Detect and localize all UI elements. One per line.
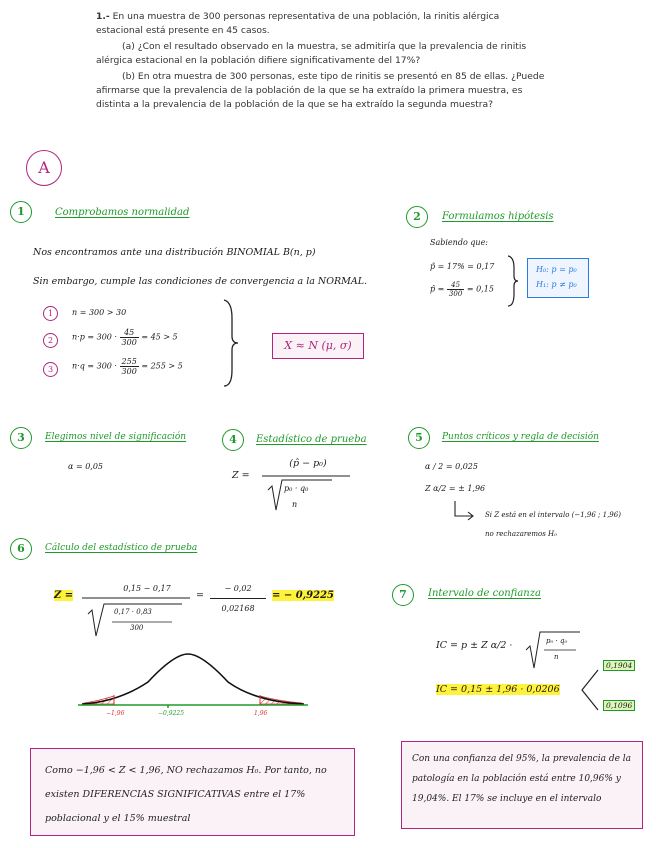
ci-radicand-bottom: n (554, 653, 559, 661)
alternative-hypothesis: H₁: p ≠ p₀ (536, 280, 577, 289)
calc-eq2-denominator: 0,02168 (221, 604, 255, 613)
alpha-value: α = 0,05 (68, 462, 104, 471)
null-hypothesis: H₀: p = p₀ (536, 265, 577, 274)
critical-z: Z α/2 = ± 1,96 (425, 484, 486, 493)
normality-line-2: Sin embargo, cumple las condiciones de convergencia a la NORMAL. (33, 276, 368, 287)
curve-label-mid: −0,9225 (158, 710, 185, 717)
statistic-fraction-bar (262, 474, 352, 514)
ci-radical (524, 628, 584, 672)
ci-radicand-top: p₀ · q₀ (546, 637, 568, 645)
ci-formula: IC = p ± Z α/2 · (436, 640, 513, 651)
decision-rule-2: no rechazaremos H₀ (485, 530, 557, 538)
section-5-title: Puntos críticos y regla de decisión (442, 432, 599, 442)
density-curve (82, 654, 304, 704)
problem-statement (96, 10, 548, 111)
condition-3: n·q = 300 · $\frac{255}{300}$ = 255 > 5 (72, 357, 183, 376)
normal-approximation-box: X ≈ N (μ, σ) (272, 333, 364, 359)
section-2-number: 2 (406, 206, 428, 228)
calc-equals: = (196, 590, 204, 601)
rule-arrow (452, 500, 476, 522)
section-7-number: 7 (392, 584, 414, 606)
section-2-title: Formulamos hipótesis (442, 211, 554, 222)
curve-label-left: −1,96 (106, 710, 125, 717)
section-5-number: 5 (408, 427, 430, 449)
calc-eq2-numerator: − 0,02 (224, 584, 252, 593)
section-1-title: Comprobamos normalidad (55, 207, 190, 218)
statistic-numerator: (p̂ − p₀) (289, 458, 327, 469)
ci-upper-bound: 0,1904 (603, 660, 635, 671)
section-3-title: Elegimos nivel de significación (45, 432, 187, 442)
section-4-number: 4 (222, 429, 244, 451)
part-a-label: A (26, 150, 62, 186)
decision-rule-1: Si Z está en el intervalo (−1,96 ; 1,96) (485, 511, 621, 519)
calc-z-label: Z = (54, 590, 74, 601)
sample-proportion: p̂ = $\frac{45}{300}$ = 0,15 (430, 281, 494, 298)
hypotheses-given: Sabiendo que: (430, 238, 488, 247)
calc-radicand-bottom: 300 (130, 624, 144, 632)
calc-radicand-top: 0,17 · 0,83 (114, 608, 152, 616)
section-3-number: 3 (10, 427, 32, 449)
condition-1-index: 1 (43, 306, 58, 321)
section-1-number: 1 (10, 201, 32, 223)
problem-intro: 1.- En una muestra de 300 personas representativa de una población, la rinitis alérgica estacional está presente en 45 casos. (96, 11, 500, 36)
ci-calculation: IC = 0,15 ± 1,96 · 0,0206 (436, 684, 560, 695)
section-6-number: 6 (10, 538, 32, 560)
calc-eq2-bar (210, 598, 266, 599)
problem-part-a: (a) ¿Con el resultado observado en la muestra, se admitiría que la prevalencia de rinitis alérgica estacional en la población difiere significativamente del 17%? (96, 41, 527, 66)
ci-split-lines (580, 668, 602, 712)
calc-numerator: 0,15 − 0,17 (123, 584, 171, 593)
conditions-brace (220, 298, 240, 388)
alpha-half: α / 2 = 0,025 (425, 462, 478, 471)
hypotheses-brace (506, 254, 520, 308)
problem-number: 1.- (96, 11, 110, 22)
normality-line-1: Nos encontramos ante una distribución BINOMIAL B(n, p) (33, 247, 316, 258)
section-4-title: Estadístico de prueba (256, 434, 367, 445)
condition-2-index: 2 (43, 333, 58, 348)
conclusion-hypothesis-test: Como −1,96 < Z < 1,96, NO rechazamos H₀. Por tanto, no existen DIFERENCIAS SIGNIFICATIVAS entre el 17% poblacional y el 15% muestral (30, 748, 355, 836)
problem-part-b: (b) En otra muestra de 300 personas, este tipo de rinitis se presentó en 85 de ellas. ¿Puede afirmarse que la prevalencia de la población de la que se ha extraído la primera muestra, es distinta a la prevalencia de la población de la que se ha extraído la segunda muestra? (96, 71, 545, 110)
calc-fraction-bar (82, 596, 192, 640)
statistic-radicand-top: p₀ · q₀ (284, 484, 309, 493)
hypotheses-box (527, 258, 589, 298)
ci-lower-bound: 0,1096 (603, 700, 635, 711)
section-6-title: Cálculo del estadístico de prueba (45, 543, 198, 553)
calc-result: = − 0,9225 (272, 590, 334, 601)
statistic-radicand-bottom: n (292, 500, 298, 509)
population-proportion: p̂ = 17% = 0,17 (430, 262, 495, 271)
condition-2: n·p = 300 · $\frac{45}{300}$ = 45 > 5 (72, 328, 178, 347)
curve-label-right: 1,96 (254, 710, 268, 717)
condition-1: n = 300 > 30 (72, 308, 127, 317)
statistic-z-label: Z = (232, 470, 250, 481)
condition-3-index: 3 (43, 362, 58, 377)
conclusion-confidence-interval: Con una confianza del 95%, la prevalencia de la patología en la población está entre 10,96% y 19,04%. El 17% se incluye en el intervalo (401, 741, 643, 829)
section-7-title: Intervalo de confianza (428, 588, 541, 599)
